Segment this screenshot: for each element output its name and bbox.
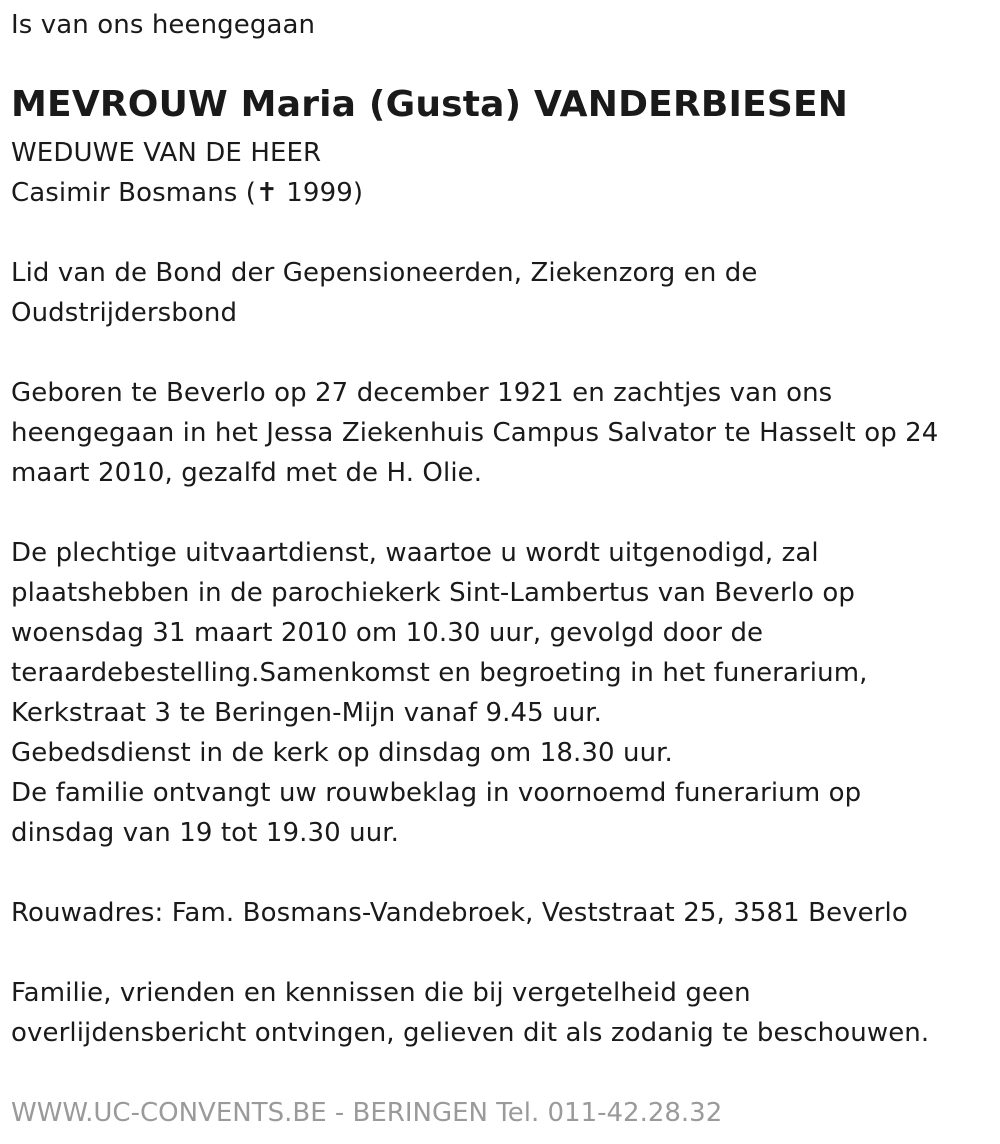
membership-line: Lid van de Bond der Gepensioneerden, Ziekenzorg en de bbox=[11, 258, 758, 288]
intro-text: Is van ons heengegaan bbox=[11, 10, 316, 40]
service-line: De familie ontvangt uw rouwbeklag in voornoemd funerarium op bbox=[11, 778, 862, 808]
birth-death-block bbox=[11, 373, 938, 493]
service-line: Kerkstraat 3 te Beringen-Mijn vanaf 9.45 uur. bbox=[11, 698, 603, 728]
family-note-line: Familie, vrienden en kennissen die bij vergetelheid geen bbox=[11, 978, 751, 1008]
deceased-name: MEVROUW Maria (Gusta) VANDERBIESEN bbox=[11, 84, 849, 125]
service-line: De plechtige uitvaartdienst, waartoe u wordt uitgenodigd, zal bbox=[11, 538, 819, 568]
late-husband: Casimir Bosmans (✝ 1999) bbox=[11, 178, 364, 208]
birth-death-line: heengegaan in het Jessa Ziekenhuis Campus Salvator te Hasselt op 24 bbox=[11, 418, 939, 448]
membership-line: Oudstrijdersbond bbox=[11, 298, 238, 328]
service-line: plaatshebben in de parochiekerk Sint-Lambertus van Beverlo op bbox=[11, 578, 855, 608]
service-line: dinsdag van 19 tot 19.30 uur. bbox=[11, 818, 400, 848]
service-line: woensdag 31 maart 2010 om 10.30 uur, gevolgd door de bbox=[11, 618, 764, 648]
membership-block bbox=[11, 253, 758, 333]
widow-block bbox=[11, 133, 363, 213]
family-note-block bbox=[11, 973, 929, 1053]
mourning-address: Rouwadres: Fam. Bosmans-Vandebroek, Veststraat 25, 3581 Beverlo bbox=[11, 898, 908, 928]
funeral-home-footer: WWW.UC-CONVENTS.BE - BERINGEN Tel. 011-42.28.32 bbox=[11, 1098, 723, 1128]
birth-death-line: Geboren te Beverlo op 27 december 1921 en zachtjes van ons bbox=[11, 378, 833, 408]
service-line: teraardebestelling.Samenkomst en begroeting in het funerarium, bbox=[11, 658, 868, 688]
widow-title: WEDUWE VAN DE HEER bbox=[11, 138, 322, 168]
birth-death-line: maart 2010, gezalfd met de H. Olie. bbox=[11, 458, 483, 488]
service-line: Gebedsdienst in de kerk op dinsdag om 18.30 uur. bbox=[11, 738, 673, 768]
funeral-service-block bbox=[11, 533, 867, 853]
family-note-line: overlijdensbericht ontvingen, gelieven dit als zodanig te beschouwen. bbox=[11, 1018, 930, 1048]
mourning-address-block bbox=[11, 893, 908, 933]
